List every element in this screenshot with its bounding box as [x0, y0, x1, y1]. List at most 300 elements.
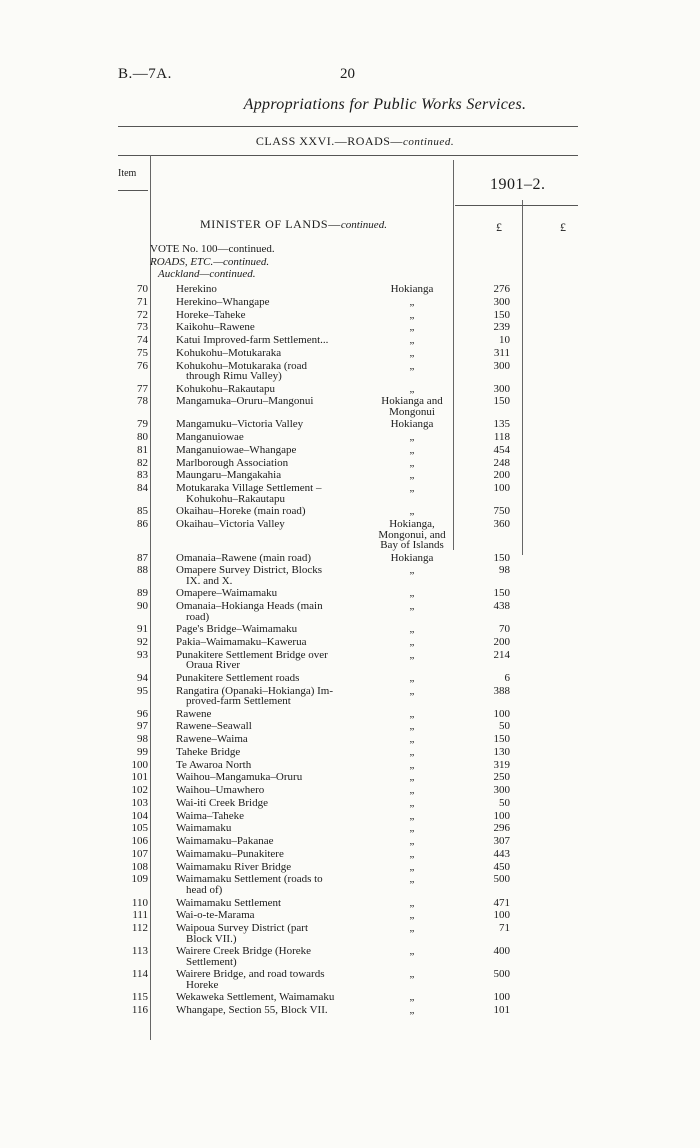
item-description-line: Te Awaroa North: [176, 758, 252, 771]
item-description: [176, 992, 371, 1003]
amount-cell: 118: [493, 431, 510, 444]
item-description: [176, 470, 371, 481]
amount-cell: 248: [493, 456, 510, 469]
district-cell: [372, 898, 452, 909]
item-description: [176, 335, 371, 346]
item-description-line: Punakitere Settlement roads: [176, 671, 300, 684]
amount-cell: 454: [493, 443, 510, 456]
item-description-line: Mangamuku–Victoria Valley: [176, 418, 304, 431]
district-line: „: [409, 635, 415, 648]
item-description-line: Taheke Bridge: [176, 745, 241, 758]
district-cell: [372, 798, 452, 809]
item-description: [176, 798, 371, 809]
document-reference: B.—7A.: [118, 66, 172, 82]
item-number: 84: [137, 482, 148, 495]
district-cell: [372, 946, 452, 957]
item-number: 90: [137, 600, 148, 613]
amount-cell: 50: [499, 720, 510, 733]
item-number: 79: [137, 418, 148, 431]
vote-line: VOTE No. 100—continued.: [150, 243, 275, 255]
district-line: „: [409, 835, 415, 848]
item-description-line: Maungaru–Mangakahia: [176, 469, 282, 482]
district-cell: [372, 673, 452, 684]
item-description-line: head of): [186, 883, 223, 896]
district-line: „: [409, 720, 415, 733]
item-description-line: Pakia–Waimamaku–Kawerua: [176, 635, 307, 648]
item-description: [176, 519, 371, 530]
item-description: [176, 419, 371, 430]
amount-cell: 360: [493, 518, 510, 531]
district-line: „: [409, 945, 415, 958]
district-cell: [372, 384, 452, 395]
district-line: „: [409, 896, 415, 909]
item-number: 96: [137, 707, 148, 720]
district-cell: [372, 637, 452, 648]
district-cell: [372, 721, 452, 732]
district-cell: [372, 785, 452, 796]
header-rule: [118, 126, 578, 127]
district-line: Hokianga: [390, 418, 434, 431]
item-description-line: Omanaia–Hokianga Heads (main: [176, 600, 323, 613]
item-number: 112: [131, 922, 148, 934]
item-number: 70: [137, 283, 148, 295]
item-description: [176, 396, 371, 407]
item-header-rule: [118, 190, 148, 191]
section-heading: MINISTER OF LANDS—continued.: [200, 217, 387, 231]
district-line: „: [409, 600, 415, 613]
district-line: „: [409, 382, 415, 395]
district-cell: [372, 483, 452, 494]
item-description-line: Okaihau–Victoria Valley: [176, 518, 285, 531]
district-line: „: [409, 321, 415, 334]
district-cell: [372, 361, 452, 372]
amount-cell: 300: [493, 382, 510, 395]
class-rule: [118, 155, 578, 156]
item-description-line: Rangatira (Opanaki–Hokianga) Im-: [176, 684, 333, 697]
item-description: [176, 310, 371, 321]
district-line: „: [409, 784, 415, 797]
item-description: [176, 969, 371, 990]
amount-cell: 471: [493, 896, 510, 909]
amount-cell: 100: [493, 991, 510, 1004]
item-description-line: Okaihau–Horeke (main road): [176, 505, 306, 518]
district-cell: [372, 396, 452, 417]
district-cell: [372, 969, 452, 980]
item-description-line: Horeke: [186, 978, 219, 991]
item-description-line: Block VII.): [186, 932, 237, 945]
item-description-line: Waimamaku Settlement: [176, 896, 282, 909]
district-line: „: [409, 909, 415, 922]
amount-cell: 70: [499, 623, 510, 636]
district-cell: [372, 348, 452, 359]
district-cell: [372, 772, 452, 783]
item-number: 86: [137, 518, 148, 531]
item-description: [176, 709, 371, 720]
item-description: [176, 650, 371, 671]
item-description-line: Herekino: [176, 283, 217, 295]
item-number: 76: [137, 359, 148, 372]
item-number: 111: [132, 909, 148, 922]
amount-cell: 443: [493, 847, 510, 860]
district-cell: [372, 836, 452, 847]
district-line: „: [409, 847, 415, 860]
district-line: „: [409, 623, 415, 636]
district-line: „: [409, 482, 415, 495]
amount-cell: 214: [493, 648, 510, 661]
item-number: 81: [137, 443, 148, 456]
item-description: [176, 348, 371, 359]
district-cell: [372, 553, 452, 564]
item-description-line: Wai-iti Creek Bridge: [176, 796, 268, 809]
item-description-line: Kaikohu–Rawene: [176, 321, 255, 334]
amount-cell: 300: [493, 784, 510, 797]
item-description-line: Kohukohu–Motukaraka: [176, 346, 282, 359]
district-cell: [372, 910, 452, 921]
item-description-line: Marlborough Association: [176, 456, 289, 469]
item-number: 102: [131, 784, 148, 797]
district-cell: [372, 874, 452, 885]
item-description: [176, 588, 371, 599]
item-description-line: Wekaweka Settlement, Waimamaku: [176, 991, 335, 1004]
page-subtitle: Appropriations for Public Works Services.: [243, 96, 527, 113]
item-description: [176, 849, 371, 860]
vote-subline: ROADS, ETC.—continued.: [150, 256, 270, 268]
district-line: „: [409, 809, 415, 822]
item-description-line: Waimamaku–Pakanae: [176, 835, 274, 848]
district-line: „: [409, 873, 415, 886]
item-description: [176, 297, 371, 308]
item-number: 113: [131, 945, 148, 958]
item-number: 80: [137, 431, 148, 444]
item-number: 78: [137, 395, 148, 408]
amount-cell: 319: [493, 758, 510, 771]
district-line: Bay of Islands: [380, 539, 444, 552]
item-number: 92: [137, 635, 148, 648]
item-number: 95: [137, 684, 148, 697]
district-cell: [372, 923, 452, 934]
item-description-line: Wairere Creek Bridge (Horeke: [176, 945, 312, 958]
item-description-line: Kohukohu–Rakautapu: [186, 492, 285, 505]
item-number: 94: [137, 671, 148, 684]
amount-cell: 296: [493, 822, 510, 835]
district-cell: [372, 470, 452, 481]
amount-cell: 450: [493, 860, 510, 873]
district-cell: [372, 747, 452, 758]
item-description: [176, 553, 371, 564]
item-number: 115: [131, 991, 148, 1004]
amount-cell: 300: [493, 295, 510, 308]
item-number: 116: [131, 1004, 148, 1017]
amount-cell: 100: [493, 909, 510, 922]
amount-cell: 150: [493, 587, 510, 600]
amount-cell: 100: [493, 482, 510, 495]
item-number: 109: [131, 873, 148, 886]
district-line: „: [409, 758, 415, 771]
district-cell: [372, 284, 452, 295]
item-number: 83: [137, 469, 148, 482]
district-line: „: [409, 745, 415, 758]
item-description: [176, 483, 371, 504]
item-number: 99: [137, 745, 148, 758]
item-description-line: Kohukohu–Motukaraka (road: [176, 359, 308, 372]
district-cell: [372, 862, 452, 873]
item-description-line: Herekino–Whangape: [176, 295, 270, 308]
item-number: 114: [131, 968, 148, 981]
district-line: „: [409, 587, 415, 600]
district-cell: [372, 310, 452, 321]
amount-cell: 239: [493, 321, 510, 334]
item-description-line: Mangamuka–Oruru–Mangonui: [176, 395, 314, 408]
district-line: Mongonui: [389, 405, 435, 418]
item-description: [176, 506, 371, 517]
item-number: 87: [137, 551, 148, 564]
item-description: [176, 823, 371, 834]
amount-cell: 500: [493, 873, 510, 886]
item-description: [176, 836, 371, 847]
item-number: 101: [131, 771, 148, 784]
item-description-line: IX. and X.: [186, 574, 233, 587]
item-description: [176, 565, 371, 586]
item-description: [176, 445, 371, 456]
item-description: [176, 1005, 371, 1016]
item-number: 91: [137, 623, 148, 636]
district-line: „: [409, 648, 415, 661]
amount-cell: 300: [493, 359, 510, 372]
item-description-line: through Rimu Valley): [186, 370, 282, 382]
district-cell: [372, 650, 452, 661]
amount-cell: 200: [493, 635, 510, 648]
district-line: „: [409, 1004, 415, 1017]
item-description-line: Rawene–Waima: [176, 733, 248, 746]
district-cell: [372, 601, 452, 612]
district-cell: [372, 506, 452, 517]
district-line: Hokianga: [390, 551, 434, 564]
item-description: [176, 923, 371, 944]
item-description-line: Omapere Survey District, Blocks: [176, 564, 323, 577]
amount-cell: 150: [493, 733, 510, 746]
item-number: 77: [137, 382, 148, 395]
amount-cell: 101: [493, 1004, 510, 1017]
item-description: [176, 721, 371, 732]
item-description: [176, 898, 371, 909]
amount-cell: 150: [493, 308, 510, 321]
district-line: „: [409, 671, 415, 684]
amount-cell: 307: [493, 835, 510, 848]
district-cell: [372, 565, 452, 576]
item-description-line: Waimamaku–Punakitere: [176, 847, 284, 860]
district-line: Mongonui, and: [378, 528, 446, 541]
pound-symbol-2: £: [560, 220, 566, 234]
item-description-line: Waihou–Mangamuka–Oruru: [176, 771, 303, 784]
item-description-line: Omanaia–Rawene (main road): [176, 551, 311, 564]
item-description: [176, 862, 371, 873]
district-cell: [372, 419, 452, 430]
district-line: Hokianga,: [389, 518, 435, 531]
item-description-line: Oraua River: [186, 659, 241, 672]
item-number: 74: [137, 334, 148, 346]
amount-cell: 135: [493, 418, 510, 431]
item-description: [176, 673, 371, 684]
district-line: „: [409, 431, 415, 444]
district-line: „: [409, 733, 415, 746]
district-line: „: [409, 456, 415, 469]
district-cell: [372, 760, 452, 771]
amount-cell: 71: [499, 922, 510, 934]
amount-cell: 100: [493, 809, 510, 822]
item-description-line: Kohukohu–Rakautapu: [176, 382, 275, 395]
district-cell: [372, 709, 452, 720]
district-cell: [372, 432, 452, 443]
item-description: [176, 284, 371, 295]
amount-cell: 6: [504, 671, 510, 684]
page-number: 20: [340, 66, 355, 82]
item-description-line: Waima–Taheke: [176, 809, 244, 822]
district-line: „: [409, 334, 415, 346]
district-line: Hokianga and: [381, 395, 443, 408]
item-number: 93: [137, 648, 148, 661]
item-description: [176, 772, 371, 783]
item-description: [176, 361, 371, 382]
district-line: „: [409, 860, 415, 873]
item-number: 104: [131, 809, 148, 822]
district-line: „: [409, 308, 415, 321]
item-description: [176, 811, 371, 822]
district-cell: [372, 811, 452, 822]
district-line: „: [409, 346, 415, 359]
amount-cell: 500: [493, 968, 510, 981]
item-number: 106: [131, 835, 148, 848]
amount-cell: 400: [493, 945, 510, 958]
item-number: 97: [137, 720, 148, 733]
district-cell: [372, 686, 452, 697]
item-number: 98: [137, 733, 148, 746]
pound-symbol-1: £: [496, 220, 502, 234]
district-line: „: [409, 796, 415, 809]
district-cell: [372, 322, 452, 333]
district-cell: [372, 734, 452, 745]
item-number: 75: [137, 346, 148, 359]
district-cell: [372, 624, 452, 635]
amount-cell: 276: [493, 283, 510, 295]
district-cell: [372, 335, 452, 346]
item-description-line: Rawene–Seawall: [176, 720, 252, 733]
item-description-line: Whangape, Section 55, Block VII.: [176, 1004, 328, 1017]
district-line: „: [409, 295, 415, 308]
district-line: „: [409, 922, 415, 934]
district-line: „: [409, 771, 415, 784]
item-description-line: Waimamaku River Bridge: [176, 860, 292, 873]
item-description-line: Katui Improved-farm Settlement...: [176, 334, 329, 346]
district-line: „: [409, 968, 415, 981]
amount-cell: 150: [493, 395, 510, 408]
item-number: 110: [131, 896, 148, 909]
district-cell: [372, 297, 452, 308]
item-description-line: Waimamaku: [176, 822, 232, 835]
item-description: [176, 734, 371, 745]
item-description: [176, 637, 371, 648]
district-line: „: [409, 469, 415, 482]
district-cell: [372, 1005, 452, 1016]
amount-cell: 100: [493, 707, 510, 720]
district-line: „: [409, 822, 415, 835]
item-description-line: Waihou–Umawhero: [176, 784, 265, 797]
item-number: 88: [137, 564, 148, 577]
amount-cell: 200: [493, 469, 510, 482]
item-description: [176, 785, 371, 796]
item-description-line: Rawene: [176, 707, 212, 720]
amount-cell: 98: [499, 564, 510, 577]
item-description: [176, 910, 371, 921]
item-description-line: Horeke–Taheke: [176, 308, 246, 321]
item-description: [176, 601, 371, 622]
item-description-line: Wai-o-te-Marama: [176, 909, 255, 922]
item-description: [176, 946, 371, 967]
amount-cell: 130: [493, 745, 510, 758]
amount-cell: 438: [493, 600, 510, 613]
item-description-line: Motukaraka Village Settlement –: [176, 482, 322, 495]
item-number: 105: [131, 822, 148, 835]
item-description: [176, 874, 371, 895]
item-description: [176, 432, 371, 443]
amount-cell: 50: [499, 796, 510, 809]
district-line: „: [409, 359, 415, 372]
item-number: 82: [137, 456, 148, 469]
item-description-line: proved-farm Settlement: [186, 695, 291, 708]
district-cell: [372, 458, 452, 469]
item-number: 85: [137, 505, 148, 518]
item-description: [176, 322, 371, 333]
item-description-line: Punakitere Settlement Bridge over: [176, 648, 328, 661]
district-cell: [372, 849, 452, 860]
district-line: Hokianga: [390, 283, 434, 295]
district-cell: [372, 823, 452, 834]
item-number: 103: [131, 796, 148, 809]
item-number: 107: [131, 847, 148, 860]
district-column-divider: [453, 160, 454, 550]
item-description: [176, 747, 371, 758]
district-cell: [372, 588, 452, 599]
item-description-line: Waimamaku Settlement (roads to: [176, 873, 323, 886]
item-number: 100: [131, 758, 148, 771]
item-description-line: Wairere Bridge, and road towards: [176, 968, 325, 981]
item-number: 73: [137, 321, 148, 334]
district-line: „: [409, 684, 415, 697]
item-description: [176, 458, 371, 469]
item-description-line: Manganuiowae: [176, 431, 244, 444]
district-line: „: [409, 991, 415, 1004]
district-line: „: [409, 564, 415, 577]
vote-region: Auckland—continued.: [158, 268, 256, 280]
item-number: 71: [137, 295, 148, 308]
class-title: CLASS XXVI.—ROADS—continued.: [255, 134, 455, 148]
district-cell: [372, 992, 452, 1003]
amount-cell: 750: [493, 505, 510, 518]
item-column-header: Item: [118, 168, 137, 179]
amount-cell: 150: [493, 551, 510, 564]
item-description: [176, 686, 371, 707]
district-line: „: [409, 505, 415, 518]
district-cell: [372, 519, 452, 551]
district-cell: [372, 445, 452, 456]
item-number: 89: [137, 587, 148, 600]
amount-column-divider: [522, 200, 523, 555]
item-description-line: Manganuiowae–Whangape: [176, 443, 297, 456]
item-description: [176, 624, 371, 635]
item-description-line: Omapere–Waimamaku: [176, 587, 278, 600]
item-column-divider: [150, 155, 151, 1040]
item-number: 72: [137, 308, 148, 321]
amount-cell: 250: [493, 771, 510, 784]
